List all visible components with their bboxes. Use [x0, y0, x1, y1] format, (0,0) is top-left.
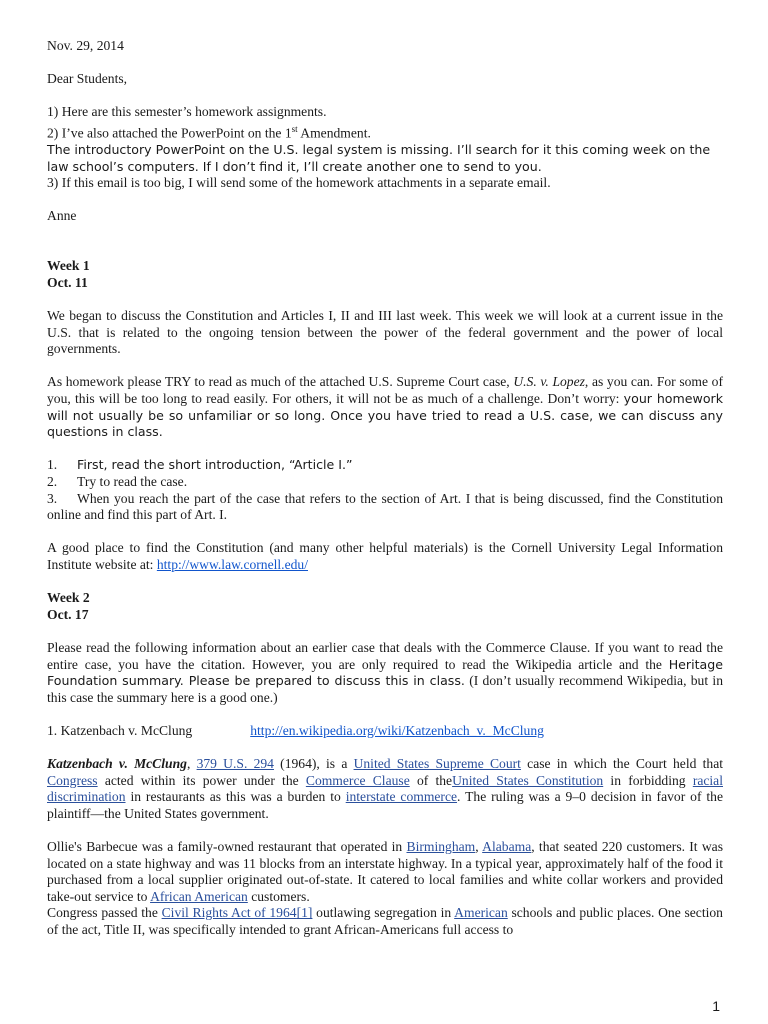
article-paragraph-3 [47, 905, 723, 938]
week1-homework [47, 374, 723, 440]
cornell-link[interactable]: http://www.law.cornell.edu/ [156, 556, 308, 572]
article-text: Congress passed the [47, 905, 162, 921]
article-text: of the [409, 772, 453, 788]
article-text: , that seated 220 customers. It was located on a state highway and was 11 blocks from an interstate highway. In a typical year, approximately half of the food it purchased from a local supplier originated out-of-state. It catered to local families and white collar workers and provided take-out service to [47, 839, 724, 904]
article-text: acted within its power under the [97, 772, 306, 788]
step-text: When you reach the part of the case that refers to the section of Art. I that is being discussed, find the Constitution online and find this part of Art. I. [47, 490, 723, 523]
article-paragraph-1 [47, 756, 723, 822]
letter-signature: Anne [47, 208, 77, 224]
week1-resource [47, 540, 723, 573]
article-text: in restaurants as this was a burden to [125, 789, 346, 805]
article-text: in forbidding [603, 772, 693, 788]
week1-title: Week 1 [47, 258, 90, 274]
article-text: outlawing segregation in [312, 905, 455, 921]
week1-homework-text: As homework please TRY to read as much of the attached U.S. Supreme Court case, [47, 374, 514, 390]
note-item-2-text: 2) I’ve also attached the PowerPoint on the 1 [47, 125, 292, 141]
note-item-2-end: Amendment. [297, 125, 371, 141]
week1-homework-mid: , as you can. For some of you, this will be too long to read easily. For others, it will not be as much of a challenge. Don’t worry: [47, 374, 723, 406]
week2-title: Week 2 [47, 590, 90, 606]
step-item [47, 474, 723, 491]
wiki-link[interactable]: African American [150, 888, 248, 904]
wiki-link[interactable]: [1] [296, 905, 313, 921]
week1-case-name: U.S. v. Lopez [513, 374, 585, 390]
note-item-2-continued: The introductory PowerPoint on the U.S. legal system is missing. I’ll search for it this coming week on the law school’s computers. If I don’t find it, I’ll create another one to send to you. [47, 142, 711, 174]
step-number: 2. [47, 473, 58, 489]
article-text: (1964), is a [273, 756, 354, 772]
article-text: case in which the Court held that [520, 756, 724, 772]
week2-intro [47, 640, 723, 706]
wiki-link[interactable]: racial discrimination [47, 772, 723, 805]
note-item-3: 3) If this email is too big, I will send some of the homework attachments in a separate email. [47, 175, 551, 191]
wiki-link[interactable]: interstate commerce [345, 789, 458, 805]
article-text: schools and public places. One section of the act, Title II, was specifically intended to grant African-Americans full access to [47, 905, 723, 937]
resource-text: A good place to find the Constitution (and many other helpful materials) is the Cornell University Legal Information Institute website at: [47, 540, 723, 572]
note-item-2-sup: st [291, 123, 298, 134]
week2-intro-text: Please read the following information about an earlier case that deals with the Commerce Clause. If you want to read the entire case, you have the citation. However, you are only required to read the Wikipedia article and the [47, 639, 723, 672]
week2-intro-end: (I don’t usually recommend Wikipedia, but in this case the summary here is a good one.) [47, 673, 723, 705]
article-case-title: Katzenbach v. McClung [47, 756, 187, 772]
document-page [47, 38, 723, 939]
article-paragraph-2 [47, 839, 723, 905]
wiki-link[interactable]: Civil Rights Act of 1964 [161, 905, 297, 921]
note-item-1: 1) Here are this semester’s homework assignments. [47, 104, 327, 120]
article-text: , [186, 756, 197, 772]
wiki-link[interactable]: Birmingham [406, 839, 476, 855]
wiki-link[interactable]: United States Constitution [452, 772, 604, 788]
week1-date: Oct. 11 [47, 274, 88, 290]
wiki-link[interactable]: 379 U.S. 294 [196, 756, 274, 772]
article-text: customers. [247, 888, 310, 904]
week2-intro-note: Heritage Foundation summary. Please be prepared to discuss this in class. [47, 656, 723, 689]
letter-date: Nov. 29, 2014 [47, 38, 124, 53]
article-text: , [475, 839, 483, 855]
step-item [47, 491, 723, 524]
week1-intro: We began to discuss the Constitution and Articles I, II and III last week. This week we will look at a current issue in the U.S. that is related to the ongoing tension between the power of the federal government and the power of local governments. [47, 308, 723, 357]
wiki-link[interactable]: United States Supreme Court [353, 756, 521, 772]
step-item [47, 457, 723, 474]
article-text: Ollie's Barbecue was a family-owned restaurant that operated in [47, 839, 407, 855]
step-text: First, read the short introduction, “Article I.” [77, 457, 353, 473]
week2-date: Oct. 17 [47, 606, 89, 622]
page-number: 1 [712, 998, 720, 1014]
week1-homework-note: your homework will not usually be so unfamiliar or so long. Once you have tried to read a U.S. case, we can discuss any questions in class. [47, 391, 724, 440]
wiki-link[interactable]: Congress [47, 772, 98, 788]
wiki-link[interactable]: Alabama [482, 839, 532, 855]
wiki-link[interactable]: Commerce Clause [305, 772, 410, 788]
note-item-2 [47, 121, 723, 142]
step-number: 3. [47, 490, 58, 506]
wiki-link[interactable]: American [454, 905, 508, 921]
week2-case-label: 1. Katzenbach v. McClung [47, 722, 193, 738]
week2-case-line [47, 723, 723, 740]
article-text: . The ruling was a 9–0 decision in favor of the plaintiff—the United States government. [47, 789, 723, 821]
wikipedia-link[interactable]: http://en.wikipedia.org/wiki/Katzenbach_v._McClung [250, 722, 544, 738]
step-number: 1. [47, 457, 58, 473]
step-text: Try to read the case. [77, 473, 188, 489]
letter-greeting: Dear Students, [47, 71, 128, 87]
week1-steps [47, 457, 723, 523]
